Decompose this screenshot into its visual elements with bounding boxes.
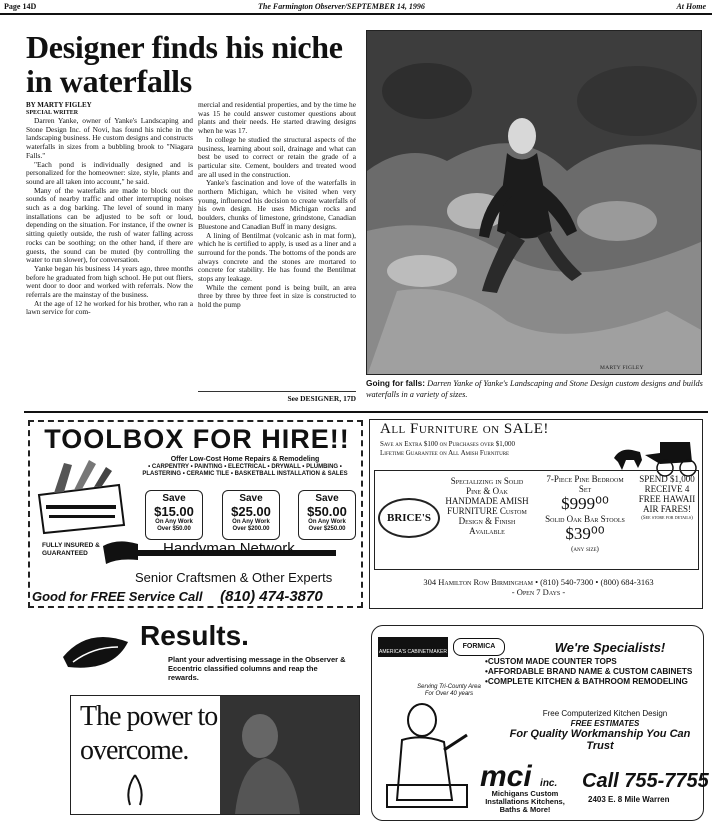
paper-dateline: The Farmington Observer/SEPTEMBER 14, 1996 [258,2,425,11]
paragraph: Yanke began his business 14 years ago, three months before he graduated from high school. He put out fliers, went door to door and worked with referrals. Now the referrals are the mainstay of the business. [26,263,193,300]
toolbox-title: TOOLBOX FOR HIRE!! [44,424,350,454]
furniture-offers [380,440,515,458]
coupon-line2: Over $200.00 [232,526,270,532]
coupon-line2: Over $250.00 [308,526,346,532]
coupon-save: Save [315,493,339,504]
furniture-footer [376,577,701,597]
coupon-amount: $50.00 [307,504,347,519]
ribbon-logo-icon [115,770,155,810]
free-service-call [32,588,360,605]
results-title: Results. [140,620,249,651]
mci-tagline: Michigans Custom Installations Kitchens, Baths & More! [485,789,565,814]
senior-craftsmen: Senior Craftsmen & Other Experts [135,570,333,585]
toolbox-offer: Offer Low-Cost Home Repairs & Remodeling [170,456,320,463]
bar-stools: Solid Oak Bar Stools [545,514,625,524]
caption-text: Darren Yanke of Yanke's Landscaping and Stone Design custom designs and builds waterfalls in a variety of sizes. [366,379,703,399]
coupon-15 [145,490,203,540]
handyman-network: Handyman Network [163,540,295,557]
coupon-50 [298,490,356,540]
coupon-line1: On Any Work [308,519,346,525]
hawaii-offer [636,474,698,524]
photo-credit: MARTY FIGLEY [600,365,644,371]
photo-caption [366,378,706,400]
section-name: At Home [676,2,706,11]
power-text: The power to overcome. [80,701,218,766]
coupon-line2: Over $50.00 [157,526,191,532]
worker-illustration [382,700,474,812]
mci-logo-text: mci [480,760,532,793]
paragraph: "Each pond is individually designed and is personalized for the homeowner: size, style, plants and sound are all taken into account," he said. [26,159,193,186]
byline-name: BY MARTY FIGLEY [26,101,92,109]
paragraph: In college he studied the structural aspects of the business, learning about soil, drainage and what can best be used to correct or retain the grade of a particular site. Cement, boulders and treated wood are all used in the construction. [198,134,356,179]
toolbox-icon [34,455,129,535]
article-byline [26,101,92,117]
caption-lead: Going for falls: [366,378,425,388]
brand-merillat: AMERICA'S CABINETMAKER [378,637,448,657]
furniture-offer-1: Save an Extra $100 on Purchases over $1,000 [380,440,515,448]
hawaii-text: SPEND $1,000 RECEIVE 4 FREE HAWAII AIR FARES! [638,474,696,514]
article-headline: Designer finds his niche in waterfalls [26,29,343,99]
kitchen-heading: We're Specialists! [554,640,666,655]
paragraph: A lining of Bentilmat (volcanic ash in mat form), which he is certified to apply, is used as a liner and a surround for the ponds. The bottoms of the ponds are always concrete and the stones are mortared to concrete for stability. He has found the Bentilmat stops any leakage. [198,230,356,284]
free-design: Free Computerized Kitchen Design [542,709,668,718]
free-call-label: Good for FREE Service Call [32,589,203,604]
article-column-2 [198,101,356,386]
coupon-save: Save [162,493,186,504]
brand-formica: FORMICA [453,638,505,656]
athlete-photo [220,696,359,814]
paragraph: Darren Yanke, owner of Yanke's Landscaping and Stone Design Inc. of Novi, has found his niche in the landscaping business. He custom designs and constructs waterfalls in sizes from a bubbling brook to "Niagara Falls." [26,117,193,160]
page-number: Page 14D [4,2,37,11]
kitchen-free [510,709,700,728]
toolbox-subtitle [130,456,360,479]
kitchen-phone: Call 755-7755 [582,770,709,792]
continued-line: See DESIGNER, 17D [198,391,356,403]
furniture-prices [540,474,630,554]
coupon-25 [222,490,280,540]
coupon-line1: On Any Work [155,519,193,525]
hawaii-note: (See store for details) [641,516,693,521]
article-photo [366,30,702,375]
coupon-save: Save [239,493,263,504]
brices-logo: BRICE'S [378,498,440,538]
results-text: Plant your advertising message in the Observer & Eccentric classified columns and reap the rewards. [168,655,346,682]
coupon-amount: $25.00 [231,504,271,519]
plant-icon [58,627,133,677]
furniture-hours: - Open 7 Days - [511,587,566,597]
service-item: •COMPLETE KITCHEN & BATHROOM REMODELING [485,677,688,686]
paragraph: mercial and residential properties, and by the time he was 15 he could answer customer questions about plants and their needs. He started drawing designs when he was 17. [198,101,356,136]
quality-tagline: For Quality Workmanship You Can Trust [509,728,691,752]
coupon-amount: $15.00 [154,504,194,519]
furniture-address: 304 Hamilton Row Birmingham • (810) 540-7300 • (800) 684-3163 [423,577,654,587]
free-estimates: FREE ESTIMATES [570,718,640,728]
kitchen-services [485,657,700,687]
paragraph: While the cement pond is being built, an area three by three by three feet in size is constructed to hold the pump [198,282,356,310]
mci-logo-inc: inc. [540,778,558,789]
furniture-offer-2: Lifetime Guarantee on All Amish Furniture [380,449,510,457]
section-divider [24,411,708,413]
toolbox-phone: (810) 474-3870 [220,588,323,605]
byline-role: SPECIAL WRITER [26,110,79,116]
paragraph: Yanke's fascination and love of the waterfalls in northern Michigan, which he visited when very young, influenced his decision to create waterfalls of his own design. He uses Michigan rocks and boulders, chunks of limestone, grindstone, Canadian Bluestone and Canadian Buff in many designs. [198,178,356,231]
furniture-title: All Furniture on SALE! [380,421,549,437]
page-header [0,0,712,15]
stool-price: $39⁰⁰ [565,524,605,543]
article-column-1 [26,117,193,417]
service-item: •AFFORDABLE BRAND NAME & CUSTOM CABINETS [485,667,693,676]
toolbox-services: • CARPENTRY • PAINTING • ELECTRICAL • DRYWALL • PLUMBING • PLASTERING • CERAMIC TILE • BASKETBALL INSTALLATION & SALES [142,463,348,477]
serving-note: Serving Tri-County Area For Over 40 years [417,684,481,697]
coupon-line1: On Any Work [232,519,270,525]
bedroom-price: $999⁰⁰ [561,494,609,513]
stool-note: (any size) [571,545,599,553]
waterfall-photo-illustration [367,31,702,375]
insured-note: FULLY INSURED & GUARANTEED [42,542,100,557]
furniture-specialty: Specializing in Solid Pine & Oak HANDMADE AMISH FURNITURE Custom Design & Finish Available [445,476,529,536]
paragraph: At the age of 12 he worked for his brother, who ran a lawn service for com- [26,298,193,317]
service-item: •CUSTOM MADE COUNTER TOPS [485,657,617,666]
paragraph: Many of the waterfalls are made to block out the sounds of nearby traffic and other interrupting noises such as a dog barking. The level of sound in many installations can be adjusted to be soft or loud, depending on the situation. For instance, if the owner is sitting quietly outside, the rush of water falling across rocks can be soothing; on the other hand, if there are guests, the sound can be muted (by controlling the water to run slower), for conversation. [26,185,193,265]
kitchen-address: 2403 E. 8 Mile Warren [588,795,670,804]
bedroom-set: 7-Piece Pine Bedroom Set [546,474,624,494]
